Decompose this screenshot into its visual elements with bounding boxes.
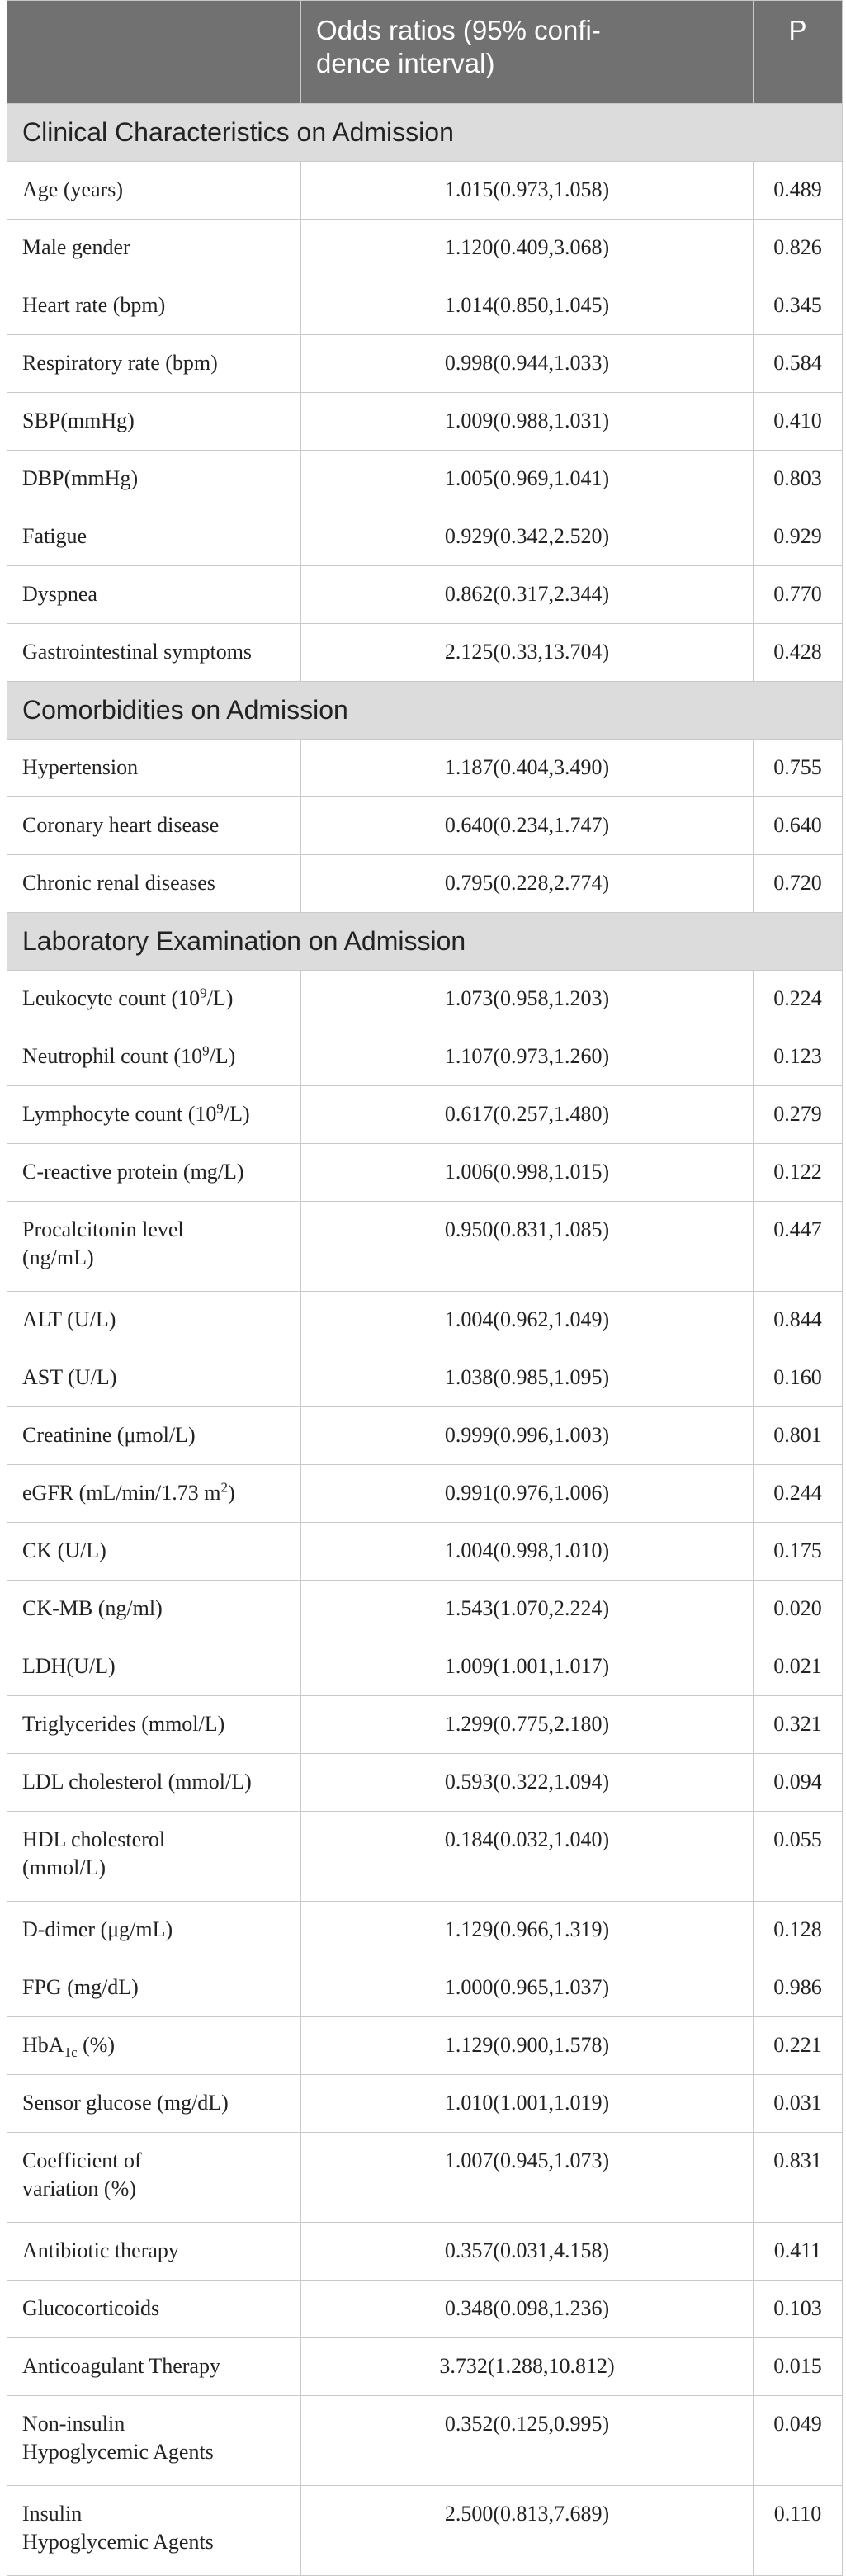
variable-cell bbox=[7, 2396, 301, 2486]
odds-ratio-cell: 1.000(0.965,1.037) bbox=[301, 1959, 754, 2017]
table-row bbox=[7, 1754, 843, 1812]
odds-ratio-cell: 0.357(0.031,4.158) bbox=[301, 2223, 754, 2281]
variable-label: FPG (mg/dL) bbox=[22, 1975, 139, 1999]
variable-label: AST (U/L) bbox=[22, 1365, 117, 1389]
odds-ratio-cell: 0.991(0.976,1.006) bbox=[301, 1465, 754, 1523]
variable-label: Leukocyte count (10 bbox=[22, 986, 201, 1010]
variable-label: Sensor glucose (mg/dL) bbox=[22, 2091, 229, 2115]
p-value-cell: 0.055 bbox=[754, 1812, 843, 1902]
variable-label: Male gender bbox=[22, 235, 130, 259]
table-row bbox=[7, 1902, 843, 1959]
variable-label: Antibiotic therapy bbox=[22, 2238, 179, 2262]
variable-cell bbox=[7, 1028, 301, 1086]
p-value-cell: 0.128 bbox=[754, 1902, 843, 1959]
table-row bbox=[7, 220, 843, 277]
table-row bbox=[7, 1959, 843, 2017]
section-title: Laboratory Examination on Admission bbox=[7, 913, 843, 971]
table-row bbox=[7, 624, 843, 682]
odds-ratio-cell: 0.640(0.234,1.747) bbox=[301, 797, 754, 855]
variable-label: SBP(mmHg) bbox=[22, 409, 135, 432]
variable-cell bbox=[7, 1144, 301, 1202]
variable-cell bbox=[7, 740, 301, 797]
table-row bbox=[7, 2281, 843, 2338]
table-body bbox=[7, 104, 843, 2576]
odds-ratio-cell: 1.299(0.775,2.180) bbox=[301, 1696, 754, 1754]
variable-label: ALT (U/L) bbox=[22, 1307, 116, 1331]
variable-superscript: 9 bbox=[202, 1042, 210, 1059]
variable-cell bbox=[7, 1407, 301, 1465]
table-row bbox=[7, 566, 843, 624]
variable-cell bbox=[7, 220, 301, 277]
table-row bbox=[7, 1086, 843, 1144]
p-value-cell: 0.345 bbox=[754, 277, 843, 335]
section-header-row bbox=[7, 682, 843, 740]
section-header-row bbox=[7, 913, 843, 971]
odds-ratio-cell: 0.998(0.944,1.033) bbox=[301, 335, 754, 393]
variable-cell bbox=[7, 1696, 301, 1754]
variable-cell bbox=[7, 624, 301, 682]
odds-ratio-cell: 1.120(0.409,3.068) bbox=[301, 220, 754, 277]
variable-cell bbox=[7, 335, 301, 393]
variable-label: Chronic renal diseases bbox=[22, 871, 215, 895]
variable-label: Coronary heart disease bbox=[22, 813, 220, 837]
odds-ratio-table bbox=[7, 0, 843, 2576]
odds-ratio-cell: 0.795(0.228,2.774) bbox=[301, 855, 754, 913]
table-row bbox=[7, 1407, 843, 1465]
odds-ratio-cell: 1.009(1.001,1.017) bbox=[301, 1638, 754, 1696]
section-title: Clinical Characteristics on Admission bbox=[7, 104, 843, 162]
p-value-cell: 0.031 bbox=[754, 2075, 843, 2133]
table-row bbox=[7, 855, 843, 913]
p-value-cell: 0.584 bbox=[754, 335, 843, 393]
odds-ratio-cell: 0.999(0.996,1.003) bbox=[301, 1407, 754, 1465]
p-value-cell: 0.489 bbox=[754, 162, 843, 220]
variable-cell bbox=[7, 162, 301, 220]
variable-label: LDH(U/L) bbox=[22, 1654, 116, 1678]
variable-label: eGFR (mL/min/1.73 m bbox=[22, 1481, 221, 1505]
odds-ratio-cell: 1.004(0.998,1.010) bbox=[301, 1523, 754, 1581]
odds-ratio-cell: 0.617(0.257,1.480) bbox=[301, 1086, 754, 1144]
p-value-cell: 0.844 bbox=[754, 1292, 843, 1349]
p-value-cell: 0.803 bbox=[754, 451, 843, 508]
variable-label-suffix: /L) bbox=[209, 1044, 236, 1068]
variable-label: DBP(mmHg) bbox=[22, 466, 139, 490]
p-value-cell: 0.986 bbox=[754, 1959, 843, 2017]
table-row bbox=[7, 508, 843, 566]
odds-ratio-cell: 1.014(0.850,1.045) bbox=[301, 277, 754, 335]
variable-label: Anticoagulant Therapy bbox=[22, 2354, 220, 2378]
table-row bbox=[7, 1202, 843, 1292]
odds-ratio-cell: 1.129(0.900,1.578) bbox=[301, 2017, 754, 2075]
table-row bbox=[7, 2396, 843, 2486]
table-row bbox=[7, 162, 843, 220]
p-value-cell: 0.831 bbox=[754, 2133, 843, 2223]
variable-cell bbox=[7, 2223, 301, 2281]
p-value-cell: 0.801 bbox=[754, 1407, 843, 1465]
p-value-cell: 0.110 bbox=[754, 2486, 843, 2576]
variable-label: HDL cholesterol (mmol/L) bbox=[22, 1827, 166, 1879]
p-value-cell: 0.929 bbox=[754, 508, 843, 566]
variable-cell bbox=[7, 797, 301, 855]
variable-cell bbox=[7, 2338, 301, 2396]
variable-label: Non-insulin Hypoglycemic Agents bbox=[22, 2412, 214, 2464]
table-row bbox=[7, 1028, 843, 1086]
p-value-cell: 0.447 bbox=[754, 1202, 843, 1292]
variable-cell bbox=[7, 566, 301, 624]
header-row bbox=[7, 1, 843, 104]
odds-ratio-cell: 1.038(0.985,1.095) bbox=[301, 1349, 754, 1407]
variable-cell bbox=[7, 1638, 301, 1696]
variable-label: Creatinine (μmol/L) bbox=[22, 1423, 196, 1447]
odds-ratio-cell: 1.543(1.070,2.224) bbox=[301, 1581, 754, 1638]
odds-ratio-cell: 2.500(0.813,7.689) bbox=[301, 2486, 754, 2576]
variable-label: CK (U/L) bbox=[22, 1539, 106, 1562]
table-row bbox=[7, 740, 843, 797]
variable-cell bbox=[7, 1754, 301, 1812]
table-row bbox=[7, 335, 843, 393]
variable-cell bbox=[7, 1959, 301, 2017]
variable-cell bbox=[7, 2075, 301, 2133]
table-row bbox=[7, 277, 843, 335]
odds-ratio-cell: 1.006(0.998,1.015) bbox=[301, 1144, 754, 1202]
table-row bbox=[7, 393, 843, 451]
p-value-cell: 0.279 bbox=[754, 1086, 843, 1144]
variable-label: D-dimer (μg/mL) bbox=[22, 1917, 173, 1941]
table-row bbox=[7, 2017, 843, 2075]
variable-label: LDL cholesterol (mmol/L) bbox=[22, 1770, 252, 1794]
p-value-cell: 0.428 bbox=[754, 624, 843, 682]
p-value-cell: 0.122 bbox=[754, 1144, 843, 1202]
odds-ratio-cell: 1.073(0.958,1.203) bbox=[301, 971, 754, 1028]
variable-superscript: 9 bbox=[216, 1100, 224, 1117]
table-row bbox=[7, 1812, 843, 1902]
header-odds-ratio-line1: Odds ratios (95% confi- bbox=[316, 15, 601, 45]
odds-ratio-cell: 1.010(1.001,1.019) bbox=[301, 2075, 754, 2133]
variable-label: Age (years) bbox=[22, 177, 123, 201]
odds-ratio-cell: 1.129(0.966,1.319) bbox=[301, 1902, 754, 1959]
p-value-cell: 0.160 bbox=[754, 1349, 843, 1407]
variable-cell bbox=[7, 1086, 301, 1144]
table-row bbox=[7, 2486, 843, 2576]
table-row bbox=[7, 1581, 843, 1638]
p-value-cell: 0.411 bbox=[754, 2223, 843, 2281]
variable-label: Dyspnea bbox=[22, 582, 97, 606]
table-row bbox=[7, 1465, 843, 1523]
p-value-cell: 0.015 bbox=[754, 2338, 843, 2396]
variable-cell bbox=[7, 508, 301, 566]
variable-label: CK-MB (ng/ml) bbox=[22, 1596, 163, 1620]
p-value-cell: 0.049 bbox=[754, 2396, 843, 2486]
odds-ratio-cell: 1.009(0.988,1.031) bbox=[301, 393, 754, 451]
table-row bbox=[7, 2223, 843, 2281]
p-value-cell: 0.103 bbox=[754, 2281, 843, 2338]
header-odds-ratio-line2: dence interval) bbox=[316, 48, 495, 78]
table-row bbox=[7, 1349, 843, 1407]
table-row bbox=[7, 1523, 843, 1581]
header-p-value: P bbox=[754, 1, 843, 104]
variable-label: Hypertension bbox=[22, 755, 139, 779]
variable-label: Triglycerides (mmol/L) bbox=[22, 1712, 225, 1736]
p-value-cell: 0.244 bbox=[754, 1465, 843, 1523]
variable-cell bbox=[7, 1465, 301, 1523]
table-row bbox=[7, 451, 843, 508]
odds-ratio-cell: 0.348(0.098,1.236) bbox=[301, 2281, 754, 2338]
variable-cell bbox=[7, 1202, 301, 1292]
p-value-cell: 0.021 bbox=[754, 1638, 843, 1696]
variable-label-suffix: ) bbox=[228, 1481, 235, 1505]
p-value-cell: 0.640 bbox=[754, 797, 843, 855]
table-row bbox=[7, 2133, 843, 2223]
p-value-cell: 0.755 bbox=[754, 740, 843, 797]
variable-label: Lymphocyte count (10 bbox=[22, 1102, 217, 1126]
variable-label: Heart rate (bpm) bbox=[22, 293, 166, 317]
variable-cell bbox=[7, 1349, 301, 1407]
p-value-cell: 0.123 bbox=[754, 1028, 843, 1086]
variable-label: Glucocorticoids bbox=[22, 2296, 160, 2320]
variable-label: Insulin Hypoglycemic Agents bbox=[22, 2502, 214, 2554]
variable-label-suffix: /L) bbox=[223, 1102, 250, 1126]
variable-label: Fatigue bbox=[22, 524, 87, 548]
odds-ratio-cell: 0.352(0.125,0.995) bbox=[301, 2396, 754, 2486]
odds-ratio-cell: 3.732(1.288,10.812) bbox=[301, 2338, 754, 2396]
variable-cell bbox=[7, 971, 301, 1028]
p-value-cell: 0.410 bbox=[754, 393, 843, 451]
variable-label: Procalcitonin level (ng/mL) bbox=[22, 1217, 184, 1269]
header-variable bbox=[7, 1, 301, 104]
variable-label: Gastrointestinal symptoms bbox=[22, 640, 253, 664]
variable-label: Coefficient of variation (%) bbox=[22, 2148, 142, 2200]
table-row bbox=[7, 1144, 843, 1202]
variable-label: HbA bbox=[22, 2033, 64, 2057]
p-value-cell: 0.020 bbox=[754, 1581, 843, 1638]
variable-cell bbox=[7, 1523, 301, 1581]
variable-cell bbox=[7, 2017, 301, 2075]
table-row bbox=[7, 2338, 843, 2396]
odds-ratio-cell: 0.184(0.032,1.040) bbox=[301, 1812, 754, 1902]
odds-ratio-cell: 0.929(0.342,2.520) bbox=[301, 508, 754, 566]
odds-ratio-cell: 2.125(0.33,13.704) bbox=[301, 624, 754, 682]
p-value-cell: 0.720 bbox=[754, 855, 843, 913]
variable-label: Neutrophil count (10 bbox=[22, 1044, 203, 1068]
variable-label: C-reactive protein (mg/L) bbox=[22, 1160, 244, 1184]
variable-label-suffix: /L) bbox=[206, 986, 234, 1010]
p-value-cell: 0.321 bbox=[754, 1696, 843, 1754]
variable-cell bbox=[7, 277, 301, 335]
table-row bbox=[7, 1292, 843, 1349]
variable-cell bbox=[7, 2133, 301, 2223]
p-value-cell: 0.175 bbox=[754, 1523, 843, 1581]
variable-superscript: 2 bbox=[220, 1479, 228, 1496]
section-header-row bbox=[7, 104, 843, 162]
table-row bbox=[7, 971, 843, 1028]
variable-cell bbox=[7, 1812, 301, 1902]
p-value-cell: 0.224 bbox=[754, 971, 843, 1028]
odds-ratio-cell: 1.015(0.973,1.058) bbox=[301, 162, 754, 220]
odds-ratio-cell: 0.862(0.317,2.344) bbox=[301, 566, 754, 624]
p-value-cell: 0.826 bbox=[754, 220, 843, 277]
p-value-cell: 0.221 bbox=[754, 2017, 843, 2075]
odds-ratio-cell: 1.004(0.962,1.049) bbox=[301, 1292, 754, 1349]
variable-cell bbox=[7, 451, 301, 508]
odds-ratio-cell: 1.005(0.969,1.041) bbox=[301, 451, 754, 508]
odds-ratio-cell: 0.950(0.831,1.085) bbox=[301, 1202, 754, 1292]
variable-cell bbox=[7, 2281, 301, 2338]
odds-ratio-cell: 0.593(0.322,1.094) bbox=[301, 1754, 754, 1812]
variable-cell bbox=[7, 1581, 301, 1638]
header-odds-ratio bbox=[301, 1, 754, 104]
odds-ratio-cell: 1.187(0.404,3.490) bbox=[301, 740, 754, 797]
variable-cell bbox=[7, 855, 301, 913]
variable-label: Respiratory rate (bpm) bbox=[22, 351, 218, 375]
odds-ratio-cell: 1.107(0.973,1.260) bbox=[301, 1028, 754, 1086]
table-row bbox=[7, 797, 843, 855]
variable-cell bbox=[7, 1292, 301, 1349]
section-title: Comorbidities on Admission bbox=[7, 682, 843, 740]
p-value-cell: 0.770 bbox=[754, 566, 843, 624]
variable-label-suffix: (%) bbox=[77, 2033, 116, 2057]
variable-subscript: 1c bbox=[64, 2044, 78, 2061]
variable-cell bbox=[7, 393, 301, 451]
variable-cell bbox=[7, 1902, 301, 1959]
table-row bbox=[7, 1638, 843, 1696]
variable-cell bbox=[7, 2486, 301, 2576]
p-value-cell: 0.094 bbox=[754, 1754, 843, 1812]
table-row bbox=[7, 1696, 843, 1754]
odds-ratio-cell: 1.007(0.945,1.073) bbox=[301, 2133, 754, 2223]
table-row bbox=[7, 2075, 843, 2133]
variable-superscript: 9 bbox=[200, 985, 207, 1001]
